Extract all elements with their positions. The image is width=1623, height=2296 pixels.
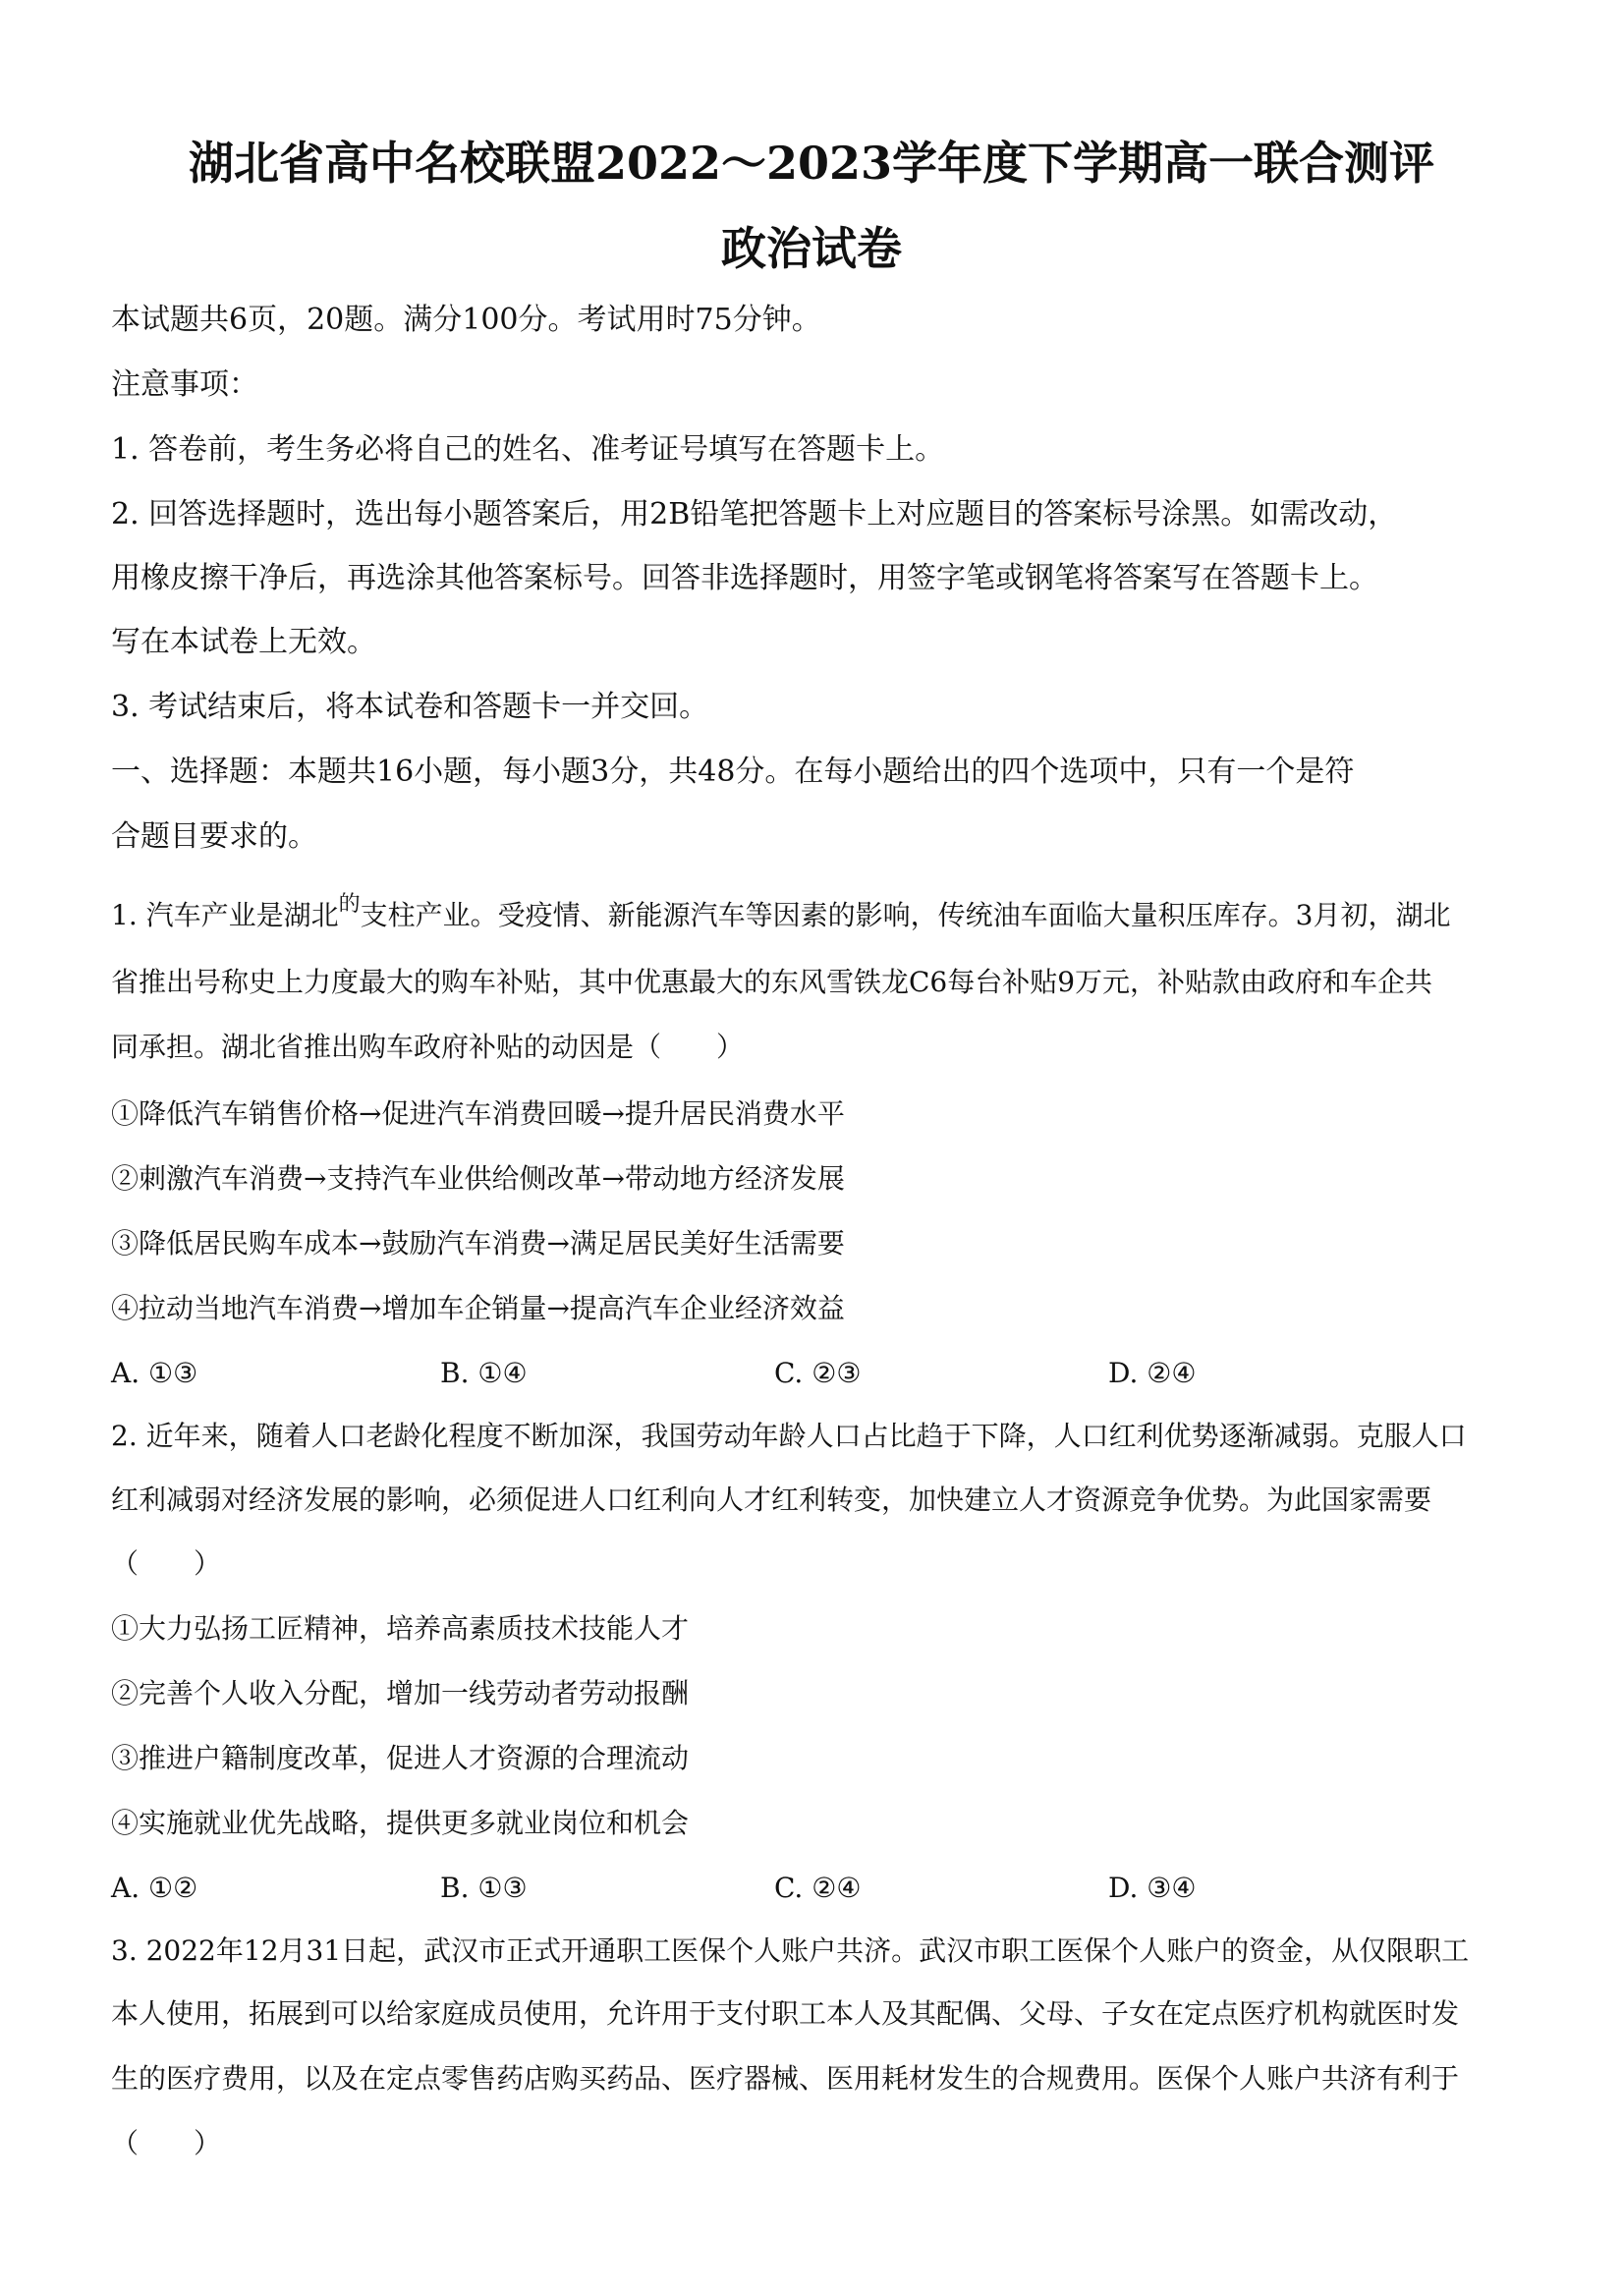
question-1-statement-1: ①降低汽车销售价格→促进汽车消费回暖→提升居民消费水平	[111, 1097, 845, 1130]
question-2-option-a: A. ①②	[111, 1872, 198, 1904]
notice-item-2-line-2: 用橡皮擦干净后，再选涂其他答案标号。回答非选择题时，用签字笔或钢笔将答案写在答题卡上。	[111, 561, 1378, 595]
question-1-statement-4: ④拉动当地汽车消费→增加车企销量→提高汽车企业经济效益	[111, 1292, 845, 1324]
question-2-statement-2: ②完善个人收入分配，增加一线劳动者劳动报酬	[111, 1677, 690, 1709]
question-2-statement-3: ③推进户籍制度改革，促进人才资源的合理流动	[111, 1742, 690, 1774]
section-heading-line-1: 一、选择题：本题共16小题，每小题3分，共48分。在每小题给出的四个选项中，只有一个是符	[111, 755, 1355, 789]
notice-item-1: 1. 答卷前，考生务必将自己的姓名、准考证号填写在答题卡上。	[111, 432, 945, 467]
question-2-line-2: 红利减弱对经济发展的影响，必须促进人口红利向人才红利转变，加快建立人才资源竞争优势。为此国家需要	[111, 1484, 1432, 1516]
question-1-option-b: B. ①④	[440, 1357, 528, 1389]
question-2-option-c: C. ②④	[774, 1872, 862, 1904]
question-2-line-3: （ ）	[111, 1547, 222, 1580]
exam-summary: 本试题共6页，20题。满分100分。考试用时75分钟。	[111, 303, 821, 337]
notice-item-3: 3. 考试结束后，将本试卷和答题卡一并交回。	[111, 690, 709, 724]
exam-subject: 政治试卷	[721, 222, 902, 275]
question-1-option-a: A. ①③	[111, 1357, 198, 1389]
question-2-option-d: D. ③④	[1108, 1872, 1197, 1904]
question-2-statement-4: ④实施就业优先战略，提供更多就业岗位和机会	[111, 1807, 690, 1839]
notice-item-2-line-1: 2. 回答选择题时，选出每小题答案后，用2B铅笔把答题卡上对应题目的答案标号涂黑。如需改动，	[111, 497, 1398, 532]
question-2-statement-1: ①大力弘扬工匠精神，培养高素质技术技能人才	[111, 1612, 690, 1645]
question-1-option-d: D. ②④	[1108, 1357, 1197, 1389]
question-1-superscript: 的	[338, 892, 361, 917]
exam-title: 湖北省高中名校联盟2022～2023学年度下学期高一联合测评	[188, 137, 1435, 190]
question-1-text-pre: 1. 汽车产业是湖北	[111, 899, 339, 931]
notice-heading: 注意事项：	[111, 367, 258, 402]
question-2-line-1: 2. 近年来，随着人口老龄化程度不断加深，我国劳动年龄人口占比趋于下降，人口红利优势逐渐减弱。克服人口	[111, 1420, 1467, 1452]
notice-item-2-line-3: 写在本试卷上无效。	[111, 625, 376, 659]
question-1-line-2: 省推出号称史上力度最大的购车补贴，其中优惠最大的东风雪铁龙C6每台补贴9万元，补贴款由政府和车企共	[111, 966, 1433, 998]
question-1-line-1	[111, 892, 1526, 936]
question-3-line-4: （ ）	[111, 2127, 222, 2159]
question-1-statement-3: ③降低居民购车成本→鼓励汽车消费→满足居民美好生活需要	[111, 1227, 845, 1260]
question-1-text-post: 支柱产业。受疫情、新能源汽车等因素的影响，传统油车面临大量积压库存。3月初，湖北	[360, 899, 1451, 931]
question-3-line-3: 生的医疗费用，以及在定点零售药店购买药品、医疗器械、医用耗材发生的合规费用。医保个人账户共济有利于	[111, 2062, 1460, 2095]
section-heading-line-2: 合题目要求的。	[111, 819, 317, 854]
question-1-line-3: 同承担。湖北省推出购车政府补贴的动因是（ ）	[111, 1031, 745, 1063]
question-3-line-2: 本人使用，拓展到可以给家庭成员使用，允许用于支付职工本人及其配偶、父母、子女在定点医疗机构就医时发	[111, 1997, 1460, 2030]
question-1-statement-2: ②刺激汽车消费→支持汽车业供给侧改革→带动地方经济发展	[111, 1162, 845, 1195]
question-1-option-c: C. ②③	[774, 1357, 862, 1389]
question-3-line-1: 3. 2022年12月31日起，武汉市正式开通职工医保个人账户共济。武汉市职工医保个人账户的资金，从仅限职工	[111, 1934, 1470, 1967]
question-2-option-b: B. ①③	[440, 1872, 528, 1904]
